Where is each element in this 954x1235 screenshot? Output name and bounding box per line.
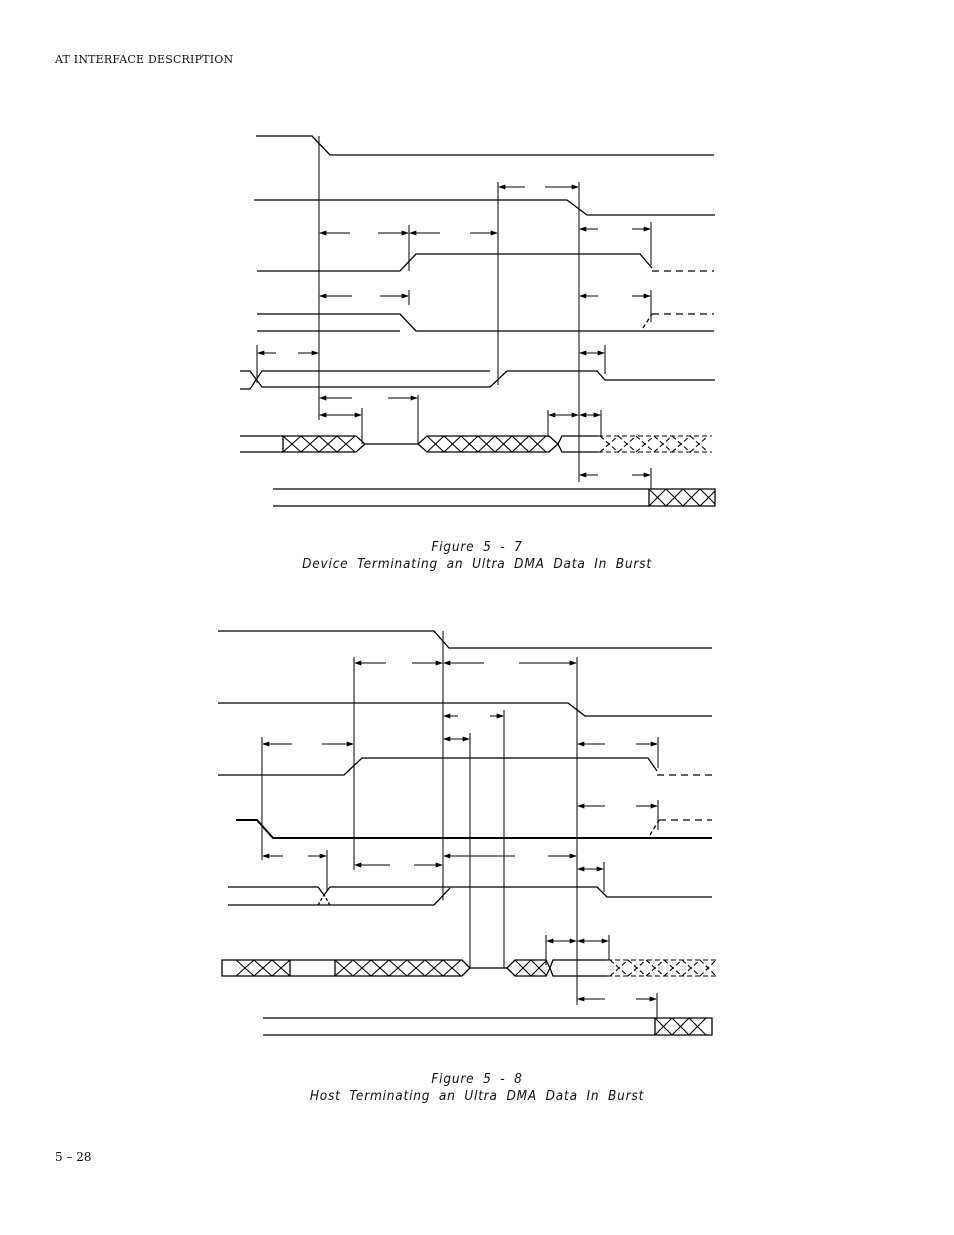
signal-trace — [257, 254, 652, 271]
signal-trace — [318, 895, 324, 905]
figure-title: Host Terminating an Ultra DMA Data In Burst — [309, 1088, 645, 1104]
signal-trace — [257, 314, 714, 331]
figure-number: Figure 5 - 7 — [431, 539, 523, 555]
figure-title: Device Terminating an Ultra DMA Data In Burst — [302, 556, 652, 572]
bus-segment — [649, 489, 715, 506]
signal-trace — [558, 444, 598, 452]
figure-number: Figure 5 - 8 — [431, 1071, 523, 1087]
figure-5-7-diagram — [240, 136, 715, 506]
running-header: AT INTERFACE DESCRIPTION — [55, 53, 234, 66]
signal-trace — [240, 371, 490, 389]
page-number: 5 – 28 — [55, 1150, 92, 1164]
signal-trace — [218, 703, 712, 716]
signal-trace — [324, 895, 330, 905]
figure-5-7-caption — [0, 539, 954, 573]
figure-5-8-diagram — [218, 631, 716, 1035]
signal-trace — [254, 200, 715, 215]
signal-trace — [550, 960, 607, 968]
signal-trace — [218, 631, 712, 648]
signal-trace — [240, 371, 715, 387]
signal-trace — [236, 820, 712, 838]
signal-trace — [558, 436, 598, 444]
signal-trace — [228, 888, 450, 905]
signal-trace — [256, 136, 714, 155]
signal-trace — [454, 887, 712, 897]
signal-trace — [550, 968, 607, 976]
signal-trace — [228, 887, 454, 895]
figure-5-8-caption — [0, 1071, 954, 1105]
signal-trace — [218, 758, 657, 775]
